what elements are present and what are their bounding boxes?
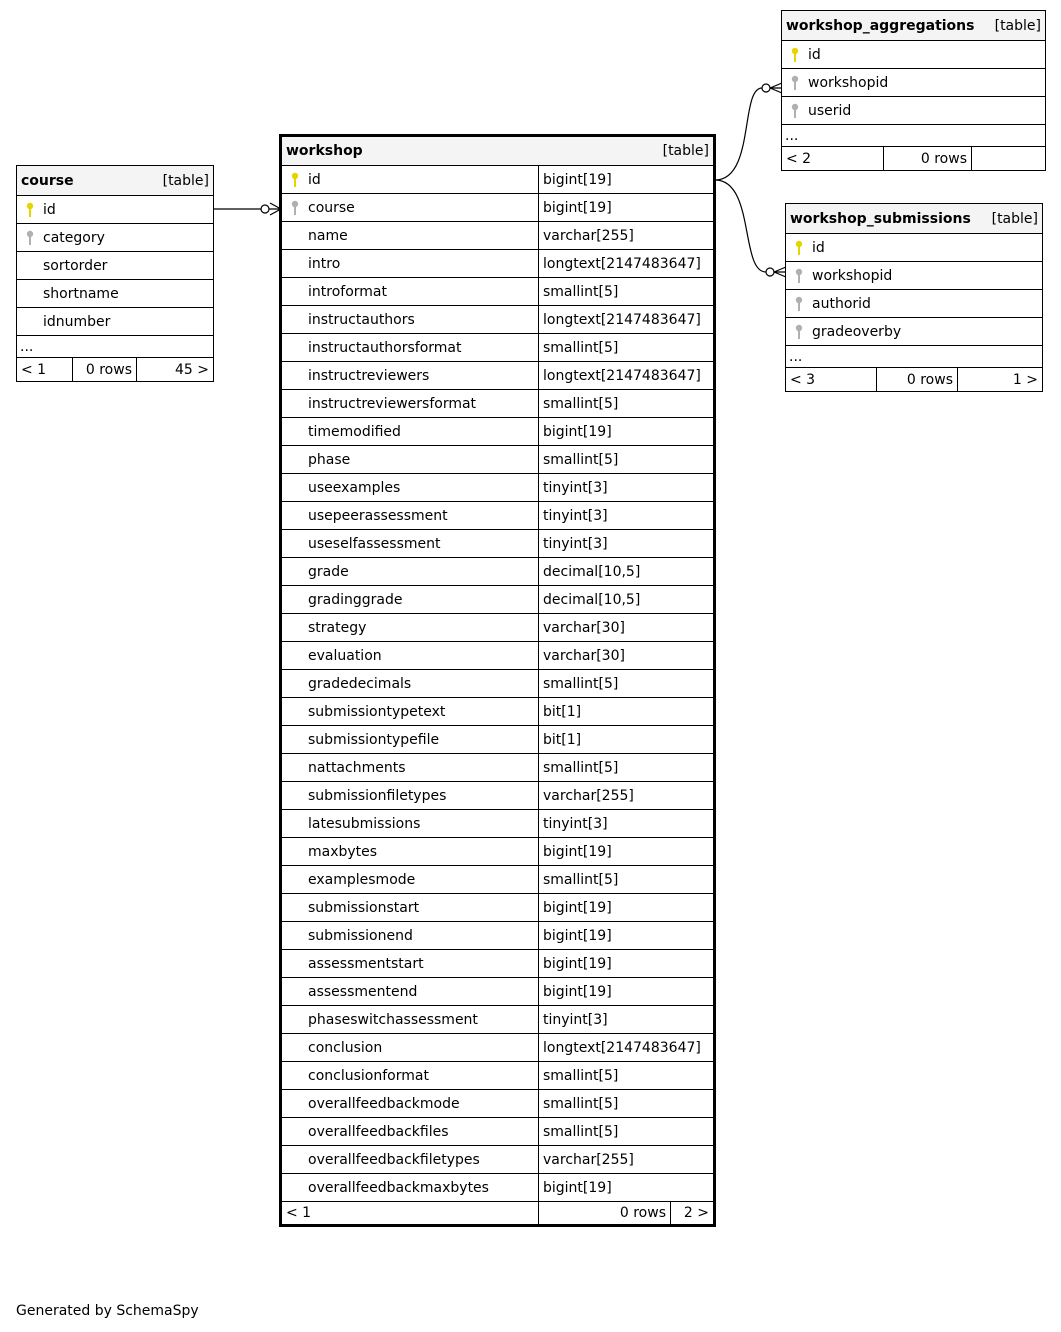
column-row[interactable] xyxy=(281,670,715,698)
column-row[interactable] xyxy=(281,1062,715,1090)
column-type: bit[1] xyxy=(539,698,715,726)
row-count: 0 rows xyxy=(539,1202,671,1226)
column-name: name xyxy=(308,227,348,244)
column-row[interactable] xyxy=(281,390,715,418)
column-row[interactable] xyxy=(17,196,214,224)
column-row[interactable] xyxy=(281,1090,715,1118)
column-type: decimal[10,5] xyxy=(539,586,715,614)
column-cell xyxy=(786,318,1043,346)
column-name: course xyxy=(308,199,355,216)
column-row[interactable] xyxy=(281,698,715,726)
column-name: submissionstart xyxy=(308,899,420,916)
column-row[interactable] xyxy=(281,1006,715,1034)
column-row[interactable] xyxy=(281,306,715,334)
column-row[interactable] xyxy=(281,474,715,502)
column-name: category xyxy=(43,229,105,246)
column-cell xyxy=(281,306,539,334)
row-count: 0 rows xyxy=(877,368,958,392)
table-type: [table] xyxy=(162,172,209,189)
column-name: phaseswitchassessment xyxy=(308,1011,478,1028)
column-row[interactable] xyxy=(281,1146,715,1174)
column-type: bigint[19] xyxy=(539,166,715,194)
column-cell xyxy=(17,252,214,280)
column-cell xyxy=(281,418,539,446)
column-row[interactable] xyxy=(281,754,715,782)
table-header[interactable] xyxy=(17,166,214,196)
column-type: bigint[19] xyxy=(539,194,715,222)
table-name: workshop_aggregations xyxy=(786,17,975,34)
column-name: usepeerassessment xyxy=(308,507,448,524)
column-name: shortname xyxy=(43,285,119,302)
column-row[interactable] xyxy=(786,234,1043,262)
column-name: id xyxy=(812,239,825,256)
column-type: bigint[19] xyxy=(539,418,715,446)
column-cell xyxy=(281,950,539,978)
column-cell xyxy=(281,474,539,502)
column-row[interactable] xyxy=(281,362,715,390)
column-name: intro xyxy=(308,255,341,272)
column-name: overallfeedbackfiletypes xyxy=(308,1151,480,1168)
column-row[interactable] xyxy=(281,418,715,446)
column-row[interactable] xyxy=(281,558,715,586)
table-type: [table] xyxy=(662,143,709,159)
row-count: 0 rows xyxy=(884,147,972,171)
link-course-workshop xyxy=(213,203,281,215)
column-row[interactable] xyxy=(281,334,715,362)
column-name: submissionend xyxy=(308,927,413,944)
column-name: submissiontypetext xyxy=(308,703,446,720)
column-type: smallint[5] xyxy=(539,446,715,474)
column-row[interactable] xyxy=(17,252,214,280)
column-list xyxy=(782,41,1046,125)
column-name: instructreviewers xyxy=(308,367,430,384)
column-cell xyxy=(281,194,539,222)
column-row[interactable] xyxy=(782,69,1046,97)
column-name: idnumber xyxy=(43,313,111,330)
column-row[interactable] xyxy=(281,866,715,894)
column-name: instructauthorsformat xyxy=(308,339,462,356)
column-cell xyxy=(281,1146,539,1174)
column-cell xyxy=(281,390,539,418)
column-row[interactable] xyxy=(281,978,715,1006)
column-name: conclusion xyxy=(308,1039,383,1056)
row-count: 0 rows xyxy=(73,358,137,382)
column-row[interactable] xyxy=(17,224,214,252)
column-name: instructreviewersformat xyxy=(308,395,477,412)
column-type: bigint[19] xyxy=(539,950,715,978)
table-course[interactable] xyxy=(16,165,214,382)
children-count[interactable]: 45 > xyxy=(137,358,214,382)
column-cell xyxy=(281,698,539,726)
column-name: strategy xyxy=(308,619,367,636)
column-name: workshopid xyxy=(808,74,889,91)
column-cell xyxy=(281,866,539,894)
column-type: smallint[5] xyxy=(539,334,715,362)
column-row[interactable] xyxy=(281,1118,715,1146)
column-type: smallint[5] xyxy=(539,670,715,698)
column-type: smallint[5] xyxy=(539,1062,715,1090)
column-type: smallint[5] xyxy=(539,866,715,894)
column-row[interactable] xyxy=(281,614,715,642)
column-cell xyxy=(281,978,539,1006)
column-name: assessmentend xyxy=(308,983,418,1000)
column-list xyxy=(17,196,214,336)
column-name: id xyxy=(43,201,56,218)
column-type: smallint[5] xyxy=(539,1090,715,1118)
column-row[interactable] xyxy=(281,782,715,810)
column-name: overallfeedbackfiles xyxy=(308,1123,449,1140)
table-header[interactable] xyxy=(281,136,715,166)
column-row[interactable] xyxy=(281,838,715,866)
column-type: bigint[19] xyxy=(539,838,715,866)
table-name: workshop_submissions xyxy=(790,210,971,227)
column-name: grade xyxy=(308,563,349,580)
column-list xyxy=(281,166,715,1202)
column-name: phase xyxy=(308,451,351,468)
column-row[interactable] xyxy=(281,194,715,222)
column-type: longtext[2147483647] xyxy=(539,1034,715,1062)
generated-by-note: Generated by SchemaSpy xyxy=(16,1303,199,1319)
column-cell xyxy=(786,262,1043,290)
column-cell xyxy=(281,922,539,950)
column-cell xyxy=(281,250,539,278)
column-row[interactable] xyxy=(786,290,1043,318)
table-workshop[interactable] xyxy=(279,134,716,1227)
column-cell xyxy=(281,1034,539,1062)
column-row[interactable] xyxy=(17,308,214,336)
table-name: course xyxy=(21,172,74,189)
column-row[interactable] xyxy=(281,810,715,838)
column-cell xyxy=(281,334,539,362)
column-name: assessmentstart xyxy=(308,955,424,972)
column-type: tinyint[3] xyxy=(539,502,715,530)
column-cell xyxy=(281,894,539,922)
column-cell xyxy=(281,586,539,614)
column-name: latesubmissions xyxy=(308,815,421,832)
column-row[interactable] xyxy=(281,642,715,670)
column-cell xyxy=(281,1006,539,1034)
column-name: evaluation xyxy=(308,647,382,664)
column-row[interactable] xyxy=(281,922,715,950)
column-cell xyxy=(281,782,539,810)
column-cell xyxy=(281,1090,539,1118)
children-count[interactable]: 1 > xyxy=(958,368,1043,392)
column-row[interactable] xyxy=(281,1034,715,1062)
column-name: useexamples xyxy=(308,479,401,496)
column-cell xyxy=(782,69,1046,97)
table-name: workshop xyxy=(286,143,363,159)
column-row[interactable] xyxy=(281,502,715,530)
link-workshop-aggregations xyxy=(715,83,782,180)
column-row[interactable] xyxy=(782,41,1046,69)
more-columns: ... xyxy=(786,346,1043,368)
column-cell xyxy=(281,530,539,558)
column-type: decimal[10,5] xyxy=(539,558,715,586)
column-name: workshopid xyxy=(812,267,893,284)
column-list xyxy=(786,234,1043,346)
column-name: gradeoverby xyxy=(812,323,902,340)
parents-count[interactable]: < 2 xyxy=(782,147,884,171)
column-cell xyxy=(281,222,539,250)
column-name: overallfeedbackmaxbytes xyxy=(308,1179,489,1196)
column-cell xyxy=(281,362,539,390)
column-cell xyxy=(281,1062,539,1090)
column-row[interactable] xyxy=(281,446,715,474)
table-type: [table] xyxy=(994,17,1041,34)
parents-count[interactable]: < 1 xyxy=(17,358,73,382)
table-header[interactable] xyxy=(782,11,1046,41)
column-cell xyxy=(786,234,1043,262)
column-cell xyxy=(281,754,539,782)
column-row[interactable] xyxy=(281,250,715,278)
column-cell xyxy=(281,1118,539,1146)
column-name: id xyxy=(808,46,821,63)
table-workshop-submissions[interactable] xyxy=(785,203,1043,392)
column-type: bigint[19] xyxy=(539,922,715,950)
column-cell xyxy=(17,196,214,224)
column-name: userid xyxy=(808,102,852,119)
column-type: tinyint[3] xyxy=(539,474,715,502)
column-type: tinyint[3] xyxy=(539,810,715,838)
table-header[interactable] xyxy=(786,204,1043,234)
column-type: varchar[255] xyxy=(539,1146,715,1174)
column-row[interactable] xyxy=(281,166,715,194)
column-cell xyxy=(281,726,539,754)
column-name: gradinggrade xyxy=(308,591,403,608)
column-type: varchar[30] xyxy=(539,642,715,670)
column-name: examplesmode xyxy=(308,871,416,888)
column-row[interactable] xyxy=(786,318,1043,346)
column-name: sortorder xyxy=(43,257,108,274)
column-name: id xyxy=(308,171,321,188)
column-name: timemodified xyxy=(308,423,401,440)
column-type: bigint[19] xyxy=(539,978,715,1006)
column-cell xyxy=(17,224,214,252)
column-cell xyxy=(281,502,539,530)
column-cell xyxy=(786,290,1043,318)
column-row[interactable] xyxy=(281,1174,715,1202)
column-cell xyxy=(281,446,539,474)
column-name: authorid xyxy=(812,295,871,312)
column-name: submissionfiletypes xyxy=(308,787,447,804)
column-row[interactable] xyxy=(281,950,715,978)
link-workshop-submissions xyxy=(715,180,786,277)
column-cell xyxy=(281,838,539,866)
column-name: submissiontypefile xyxy=(308,731,440,748)
column-cell xyxy=(281,558,539,586)
column-row[interactable] xyxy=(281,586,715,614)
column-type: longtext[2147483647] xyxy=(539,362,715,390)
column-type: varchar[255] xyxy=(539,782,715,810)
column-type: bigint[19] xyxy=(539,894,715,922)
column-name: nattachments xyxy=(308,759,406,776)
column-cell xyxy=(281,278,539,306)
column-type: smallint[5] xyxy=(539,390,715,418)
children-count[interactable]: 2 > xyxy=(671,1202,715,1226)
column-cell xyxy=(281,642,539,670)
column-type: smallint[5] xyxy=(539,754,715,782)
column-row[interactable] xyxy=(281,894,715,922)
column-type: bit[1] xyxy=(539,726,715,754)
column-cell xyxy=(782,41,1046,69)
column-cell xyxy=(281,1174,539,1202)
column-row[interactable] xyxy=(281,726,715,754)
column-cell xyxy=(281,670,539,698)
column-cell xyxy=(281,614,539,642)
column-cell xyxy=(17,308,214,336)
column-name: overallfeedbackmode xyxy=(308,1095,460,1112)
column-name: useselfassessment xyxy=(308,535,441,552)
column-type: bigint[19] xyxy=(539,1174,715,1202)
column-type: varchar[30] xyxy=(539,614,715,642)
column-row[interactable] xyxy=(281,530,715,558)
column-type: smallint[5] xyxy=(539,278,715,306)
column-cell xyxy=(782,97,1046,125)
column-name: conclusionformat xyxy=(308,1067,429,1084)
column-row[interactable] xyxy=(281,278,715,306)
column-name: maxbytes xyxy=(308,843,378,860)
column-name: gradedecimals xyxy=(308,675,412,692)
column-type: longtext[2147483647] xyxy=(539,250,715,278)
column-name: instructauthors xyxy=(308,311,415,328)
column-row[interactable] xyxy=(281,222,715,250)
column-type: smallint[5] xyxy=(539,1118,715,1146)
parents-count[interactable]: < 3 xyxy=(786,368,877,392)
column-cell xyxy=(281,810,539,838)
table-type: [table] xyxy=(991,210,1038,227)
column-row[interactable] xyxy=(17,280,214,308)
column-cell xyxy=(281,166,539,194)
column-name: introformat xyxy=(308,283,387,300)
column-type: longtext[2147483647] xyxy=(539,306,715,334)
column-type: tinyint[3] xyxy=(539,530,715,558)
parents-count[interactable]: < 1 xyxy=(281,1202,539,1226)
table-workshop-aggregations[interactable] xyxy=(781,10,1046,171)
column-type: tinyint[3] xyxy=(539,1006,715,1034)
column-row[interactable] xyxy=(786,262,1043,290)
more-columns: ... xyxy=(782,125,1046,147)
column-cell xyxy=(17,280,214,308)
children-count[interactable] xyxy=(972,147,1046,171)
column-row[interactable] xyxy=(782,97,1046,125)
column-type: varchar[255] xyxy=(539,222,715,250)
more-columns: ... xyxy=(17,336,214,358)
